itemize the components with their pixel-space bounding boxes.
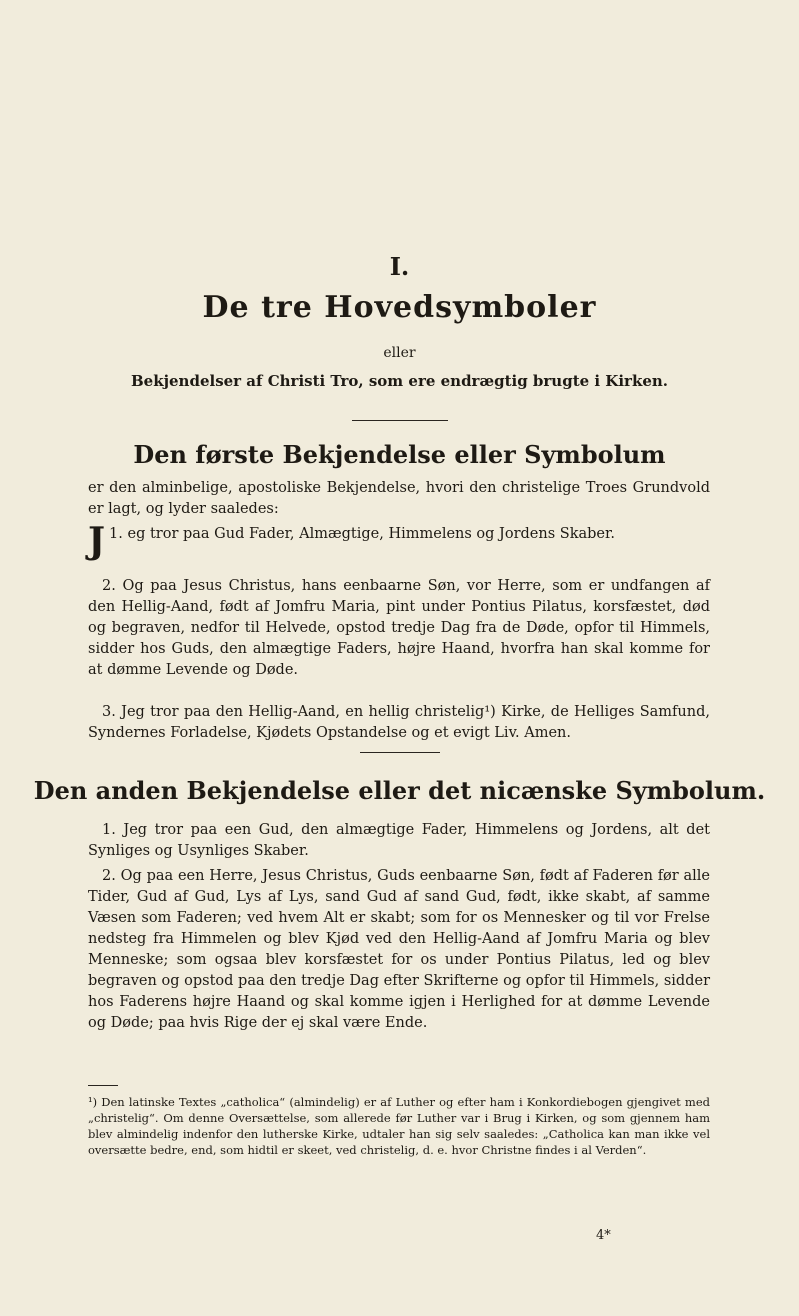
section1-article-1 xyxy=(88,520,710,562)
section2-article-1 xyxy=(88,820,710,862)
article-number: 3. xyxy=(102,704,116,720)
article-number: 2. xyxy=(102,578,116,594)
section1-article-2 xyxy=(88,576,710,681)
article-number: 1. xyxy=(109,526,123,542)
chapter-number: I. xyxy=(389,252,410,281)
article-text: Og paa Jesus Christus, hans eenbaarne Søn, vor Herre, som er undfangen af den Hellig-Aand, født af Jomfru Maria, pint under Pontius Pilatus, korsfæstet, død og begraven, nedfor til Helvede, opstod tredje Dag fra de Døde, opfor til Himmels, sidder hos Guds, den almægtige Faders, højre Haand, hvorfra han skal komme for at dømme Levende og Døde. xyxy=(88,578,711,678)
article-text: Jeg tror paa den Hellig-Aand, en hellig christelig¹) Kirke, de Helliges Samfund, Syndernes Forladelse, Kjødets Opstandelse og et evigt Liv. Amen. xyxy=(88,704,710,741)
footnote-divider xyxy=(88,1085,118,1086)
footnote: ¹) Den latinske Textes „catholica“ (almindelig) er af Luther og efter ham i Konkordiebogen gjengivet med „christelig“. Om denne Oversættelse, som allerede før Luther var i Brug i Kirken, og som gjennem ham blev almindelig indenfor den lutherske Kirke, udtaler han sig selv saaledes: „Catholica kan man ikke vel oversætte bedre, end, som hidtil er skeet, ved christelig, d. e. hvor Christne findes i al Verden“. xyxy=(88,1095,710,1157)
title-connector: eller xyxy=(383,345,416,361)
divider xyxy=(360,752,440,753)
article-number: 1. xyxy=(102,822,116,838)
divider xyxy=(352,420,448,421)
section1-article-3 xyxy=(88,702,710,744)
section1-title: Den første Bekjendelse eller Symbolum xyxy=(133,440,666,469)
section2-article-2 xyxy=(88,866,710,1034)
page-signature: 4* xyxy=(596,1228,611,1243)
article-text: eg tror paa Gud Fader, Almægtige, Himmelens og Jordens Skaber. xyxy=(127,526,615,542)
main-title: De tre Hovedsymboler xyxy=(202,290,597,325)
dropcap: J xyxy=(88,520,106,562)
section1-intro: er den alminbelige, apostoliske Bekjendelse, hvori den christelige Troes Grundvold er lagt, og lyder saaledes: xyxy=(88,480,710,517)
article-text: Og paa een Herre, Jesus Christus, Guds eenbaarne Søn, født af Faderen før alle Tider, Gud af Gud, Lys af Lys, sand Gud af sand Gud, født, ikke skabt, af samme Væsen som Faderen; ved hvem Alt er skabt; som for os Mennesker og til vor Frelse nedsteg fra Himmelen og blev Kjød ved den Hellig-Aand af Jomfru Maria og blev Menneske; som ogsaa blev korsfæstet for os under Pontius Pilatus, led og blev begraven og opstod paa den tredje Dag efter Skrifterne og opfor til Himmels, sidder hos Faderens højre Haand og skal komme igjen i Herlighed for at dømme Levende og Døde; paa hvis Rige der ej skal være Ende. xyxy=(88,868,711,1031)
section2-title: Den anden Bekjendelse eller det nicænske Symbolum. xyxy=(33,776,766,805)
article-number: 2. xyxy=(102,868,116,884)
article-text: Jeg tror paa een Gud, den almægtige Fader, Himmelens og Jordens, alt det Synliges og Usynliges Skaber. xyxy=(88,822,710,859)
subtitle: Bekjendelser af Christi Tro, som ere endrægtig brugte i Kirken. xyxy=(130,372,669,390)
